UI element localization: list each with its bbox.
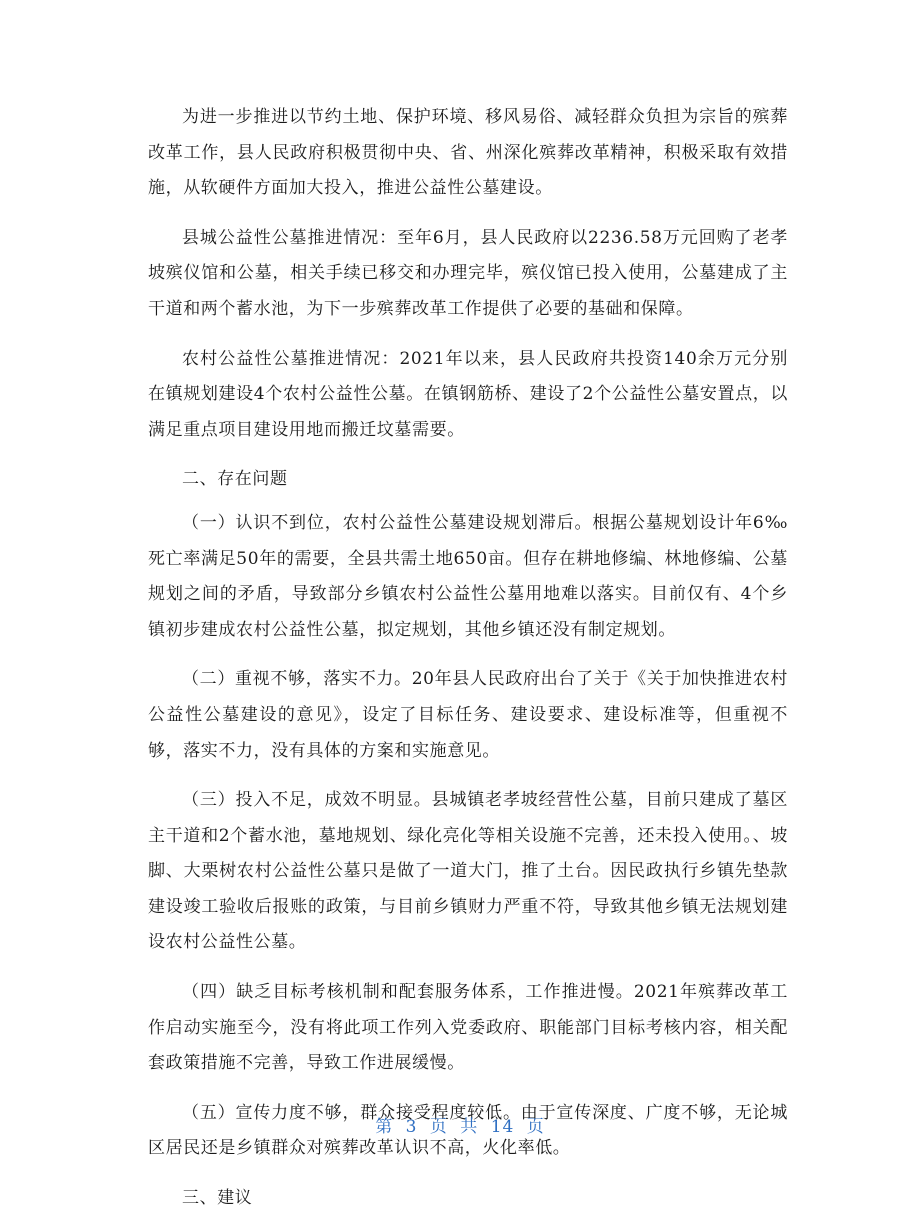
paragraph-problem-4: （四）缺乏目标考核机制和配套服务体系，工作推进慢。2021年殡葬改革工作启动实施至今，没有将此项工作列入党委政府、职能部门目标考核内容，相关配套政策措施不完善，导致工作进展缓慢。 bbox=[148, 982, 788, 1074]
section-heading-suggestions: 三、建议 bbox=[182, 1188, 253, 1209]
page-number-footer bbox=[0, 1112, 920, 1137]
paragraph-problem-2: （二）重视不够，落实不力。20年县人民政府出台了关于《关于加快推进农村公益性公墓建设的意见》，设定了目标任务、建设要求、建设标准等，但重视不够，落实不力，没有具体的方案和实施意见。 bbox=[148, 669, 788, 761]
current-page-number: 3 bbox=[405, 1117, 418, 1137]
paragraph-rural-cemetery: 农村公益性公墓推进情况：2021年以来，县人民政府共投资140余万元分别在镇规划建设4个农村公益性公墓。在镇钢筋桥、建设了2个公益性公墓安置点，以满足重点项目建设用地而搬迁坟墓需要。 bbox=[148, 348, 788, 440]
paragraph-problem-5: （五）宣传力度不够，群众接受程度较低。由于宣传深度、广度不够，无论城区居民还是乡镇群众对殡葬改革认识不高，火化率低。 bbox=[148, 1102, 788, 1159]
document-body bbox=[148, 100, 788, 1225]
total-page-number: 14 bbox=[490, 1117, 515, 1137]
paragraph-problem-1: （一）认识不到位，农村公益性公墓建设规划滞后。根据公墓规划设计年6‰死亡率满足50年的需要，全县共需土地650亩。但存在耕地修编、林地修编、公墓规划之间的矛盾，导致部分乡镇农村公益性公墓用地难以落实。目前仅有、4个乡镇初步建成农村公益性公墓，拟定规划，其他乡镇还没有制定规划。 bbox=[148, 512, 788, 640]
section-heading-problems: 二、存在问题 bbox=[182, 469, 288, 490]
paragraph-problem-3: （三）投入不足，成效不明显。县城镇老孝坡经营性公墓，目前只建成了墓区主干道和2个蓄水池，墓地规划、绿化亮化等相关设施不完善，还未投入使用。、坡脚、大栗树农村公益性公墓只是做了一道大门，推了土台。因民政执行乡镇先垫款建设竣工验收后报账的政策，与目前乡镇财力严重不符，导致其他乡镇无法规划建设农村公益性公墓。 bbox=[148, 790, 788, 953]
paragraph-intro: 为进一步推进以节约土地、保护环境、移风易俗、减轻群众负担为宗旨的殡葬改革工作，县人民政府积极贯彻中央、省、州深化殡葬改革精神，积极采取有效措施，从软硬件方面加大投入，推进公益性公墓建设。 bbox=[148, 107, 788, 199]
paragraph-county-cemetery: 县城公益性公墓推进情况：至年6月，县人民政府以2236.58万元回购了老孝坡殡仪馆和公墓，相关手续已移交和办理完毕，殡仪馆已投入使用，公墓建成了主干道和两个蓄水池，为下一步殡葬改革工作提供了必要的基础和保障。 bbox=[148, 227, 788, 319]
footer-label-ye-2: 页 bbox=[526, 1117, 545, 1137]
footer-label-di: 第 bbox=[375, 1117, 394, 1137]
footer-label-gong: 共 bbox=[460, 1117, 479, 1137]
footer-label-ye: 页 bbox=[429, 1117, 448, 1137]
